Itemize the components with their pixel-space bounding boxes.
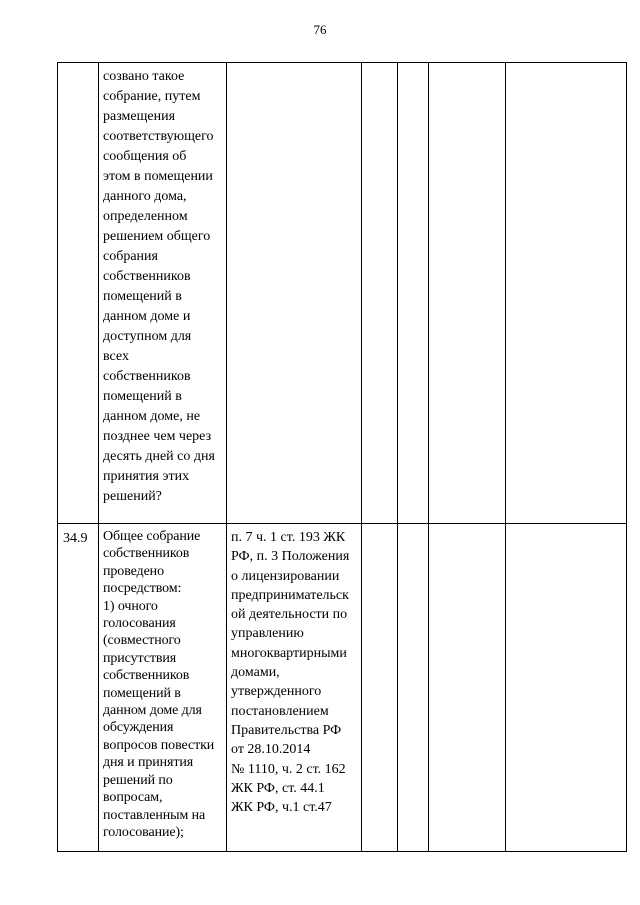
notes-cell [506,524,627,852]
answer-no-cell [398,63,429,524]
not-applicable-cell [429,524,506,852]
row-number-cell [58,63,99,524]
notes-cell [506,63,627,524]
legal-reference-cell: п. 7 ч. 1 ст. 193 ЖК РФ, п. 3 Положения о лицензировании предпринимательск ой деятельности по управлению многоквартирными домами, утвержденного постановлением Правительства РФ от 28.10.2014 № 1110, ч. 2 ст. 162 ЖК РФ, ст. 44.1 ЖК РФ, ч.1 ст.47 [227,524,362,852]
question-cell: Общее собрание собственников проведено посредством: 1) очного голосования (совместного присутствия собственников помещений в данном доме для обсуждения вопросов повестки дня и принятия решений по вопросам, поставленным на голосование); [99,524,227,852]
table-row [58,524,627,852]
question-cell: созвано такое собрание, путем размещения соответствующего сообщения об этом в помещении данного дома, определенном решением общего собрания собственников помещений в данном доме и доступном для всех собственников помещений в данном доме, не позднее чем через десять дней со дня принятия этих решений? [99,63,227,524]
legal-reference-cell [227,63,362,524]
checklist-table [57,62,627,852]
page-number: 76 [313,22,327,37]
answer-no-cell [398,524,429,852]
row-number-cell: 34.9 [58,524,99,852]
answer-yes-cell [362,63,398,524]
answer-yes-cell [362,524,398,852]
not-applicable-cell [429,63,506,524]
table-row [58,63,627,524]
